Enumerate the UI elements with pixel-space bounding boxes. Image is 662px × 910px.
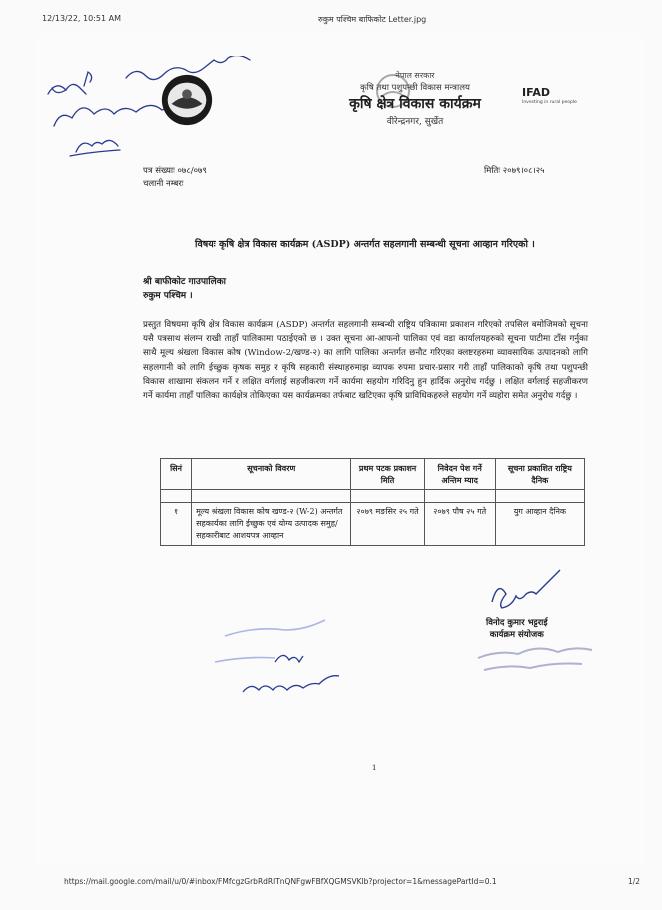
letterhead-sarkar: नेपाल सरकार — [395, 71, 435, 80]
ifad-tagline: Investing in rural people — [522, 100, 577, 105]
column-header: सूचना प्रकाशित राष्ट्रिय दैनिक — [495, 459, 584, 490]
cell-description: मूल्य श्रंखला विकास कोष खण्ड-२ (W-2) अन्तर्गत सहकार्यका लागि ईच्छुक एवं योग्य उत्पादक समुह/सहकारीबाट आशयपत्र आव्हान — [192, 503, 351, 546]
cell-first-published: २०७९ मङसिर २५ गते — [351, 503, 424, 546]
letterhead-office: वीरेन्द्रनगर, सुर्खेत — [386, 117, 444, 127]
table-spacer-row — [161, 490, 585, 503]
notice-table — [160, 458, 585, 546]
nepal-emblem-icon — [158, 70, 216, 130]
signatory-designation: कार्यक्रम संयोजक — [489, 630, 544, 640]
letterhead-ministry: कृषि तथा पशुपन्छी विकास मन्त्रालय — [360, 83, 470, 93]
ifad-logo-text: IFAD — [522, 86, 550, 99]
print-datetime: 12/13/22, 10:51 AM — [42, 14, 121, 23]
print-url: https://mail.google.com/mail/u/0/#inbox/FMfcgzGrbRdRlTnQNFgwFBfXQGMSVKlb?projector=1&messagePartId=0.1 — [64, 877, 497, 886]
patra-sankhya: पत्र संख्याः ०७८/०७९ — [143, 166, 207, 176]
letterhead — [300, 70, 530, 127]
print-page-count: 1/2 — [628, 877, 641, 886]
letter-reference — [143, 165, 207, 191]
addressee-line1: श्री बाफीकोट गाउपालिका — [143, 277, 226, 287]
cell-newspaper: युग आव्हान दैनिक — [495, 503, 584, 546]
letter-date: मितिः २०७९।०८।२५ — [484, 166, 545, 176]
column-header: सूचनाको विवरण — [192, 459, 351, 490]
letter-subject: विषयः कृषि क्षेत्र विकास कार्यक्रम (ASDP) अन्तर्गत सहलगानी सम्बन्धी सूचना आव्हान गरिएको । — [195, 239, 535, 250]
addressee-line2: रुकुम पश्चिम । — [143, 291, 193, 301]
chalani-number: चलानी नम्बरः — [143, 179, 184, 189]
table-row — [161, 503, 585, 546]
addressee — [143, 275, 226, 303]
column-header: प्रथम पटक प्रकाशन मिति — [351, 459, 424, 490]
letter-body: प्रस्तुत विषयमा कृषि क्षेत्र विकास कार्यक्रम (ASDP) अन्तर्गत सहलगानी सम्बन्धी राष्ट्रिय पत्रिकामा प्रकाशन गरिएको तपसिल बमोजिमको सूचना यसै पत्रसाथ संलग्न राखी ताहाँ पालिकामा पठाईएको छ । उक्त सूचना आ-आफनो पालिका एवं वडा कार्यालयहरुको सूचना पाटीमा टाँस गर्नुका साथै मूल्य श्रंखला विकास कोष (Window-2/खण्ड-२) का लागि पालिका अन्तर्गत छनौट गरिएका क्लष्टरहरुमा व्यावसायिक उत्पादनको लागि सहलगानी को लागि ईच्छुक कृषक समुह र कृषि सहकारी संस्थाहरुमाझ व्यापक रुपमा प्रचार-प्रसार गरी ताहाँ पालिकाको कृषि तथा पशुपन्छी विकास शाखामा संकलन गर्ने र लक्षित वर्गलाई सहजीकरण गर्ने कार्यमा सहयोग गरिदिनु हुन हार्दिक अनुरोध गर्दछु । लक्षित वर्गलाई सहजीकरण गर्ने कार्यमा ताहाँ पालिका कार्यक्षेत्र तोकिएका यस कार्यक्रमका तर्फबाट खटिएका कृषि प्राविधिकहरुले सहयोग गर्ने व्यहोरा समेत अनुरोध गर्दछु । — [143, 320, 588, 402]
print-file-title: रुकुम पश्चिम बाफिकोट Letter.jpg — [318, 15, 427, 24]
column-header: सिनं — [161, 459, 192, 490]
cell-deadline: २०७९ पौष २५ गते — [424, 503, 495, 546]
received-stamp — [205, 618, 355, 708]
ifad-logo — [522, 86, 577, 105]
table-header-row — [161, 459, 585, 490]
letterhead-program: कृषि क्षेत्र विकास कार्यक्रम — [349, 96, 481, 112]
signatory-name: विनोद कुमार भट्टराई — [486, 618, 548, 628]
print-header — [0, 14, 662, 30]
official-stamp — [470, 638, 600, 678]
signature — [486, 568, 566, 618]
page-number: 1 — [372, 764, 377, 772]
cell-sn: १ — [161, 503, 192, 546]
column-header: निवेदन पेश गर्ने अन्तिम म्याद — [424, 459, 495, 490]
